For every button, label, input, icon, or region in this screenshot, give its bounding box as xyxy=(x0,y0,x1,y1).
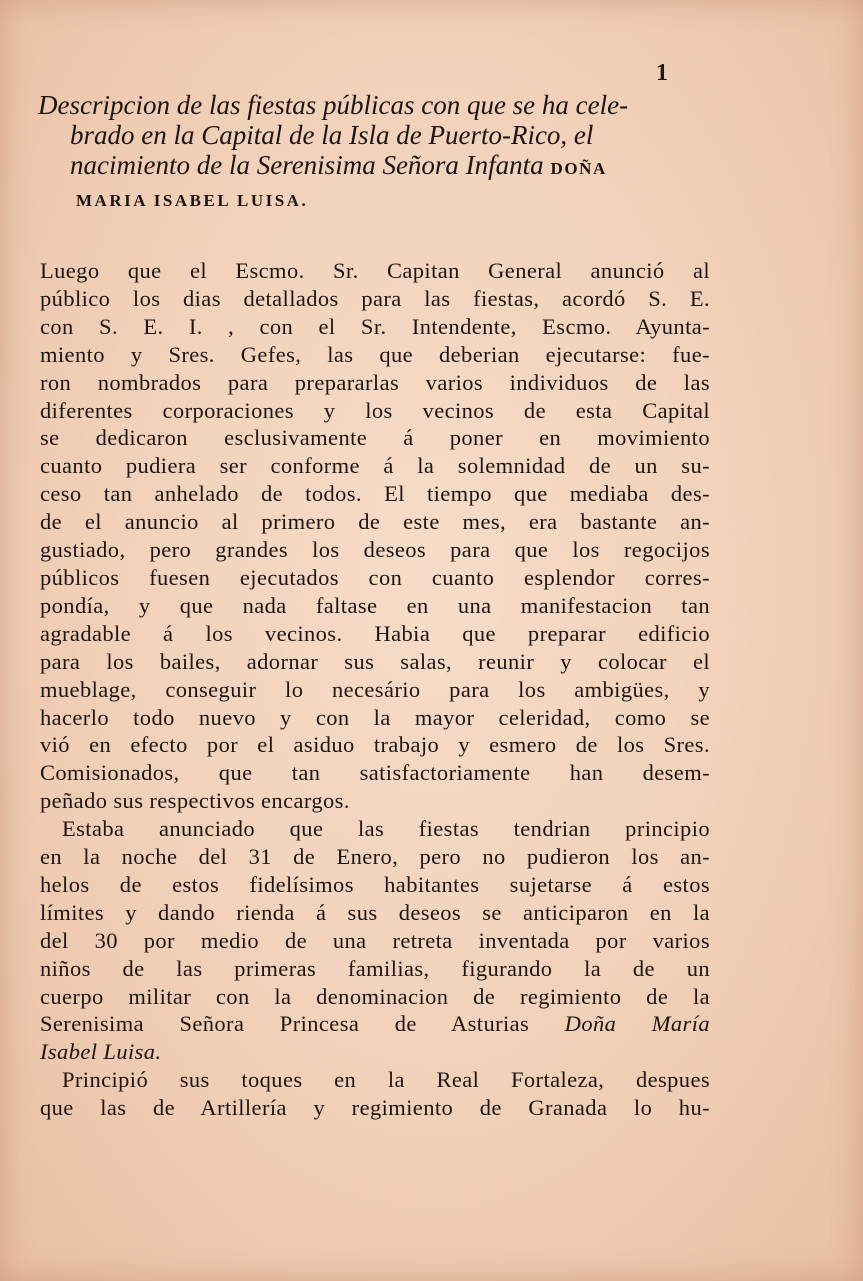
text-line: miento y Sres. Gefes, las que deberian ejecutarse: fue- xyxy=(40,341,710,367)
title-line xyxy=(38,150,703,184)
text-line: cuerpo militar con la denominacion de regimiento de la xyxy=(40,983,710,1009)
text-line: diferentes corporaciones y los vecinos de esta Capital xyxy=(40,397,710,423)
text-line: vió en efecto por el asiduo trabajo y esmero de los Sres. xyxy=(40,732,710,758)
text-line: para los bailes, adornar sus salas, reunir y colocar el xyxy=(40,648,710,674)
title-line: brado en la Capital de la Isla de Puerto-Rico, el xyxy=(70,120,594,150)
text-line: público los dias detallados para las fiestas, acordó S. E. xyxy=(40,285,710,311)
text-line: agradable á los vecinos. Habia que preparar edificio xyxy=(40,620,710,646)
page-number: 1 xyxy=(656,60,668,86)
page-title xyxy=(38,90,703,216)
italic-name-line: Isabel Luisa. xyxy=(40,1039,162,1065)
title-line: Descripcion de las fiestas públicas con que se ha cele- xyxy=(38,90,629,120)
title-line-text: nacimiento de la Serenisima Señora Infanta xyxy=(70,150,544,180)
text-line: Luego que el Escmo. Sr. Capitan General anunció al xyxy=(40,258,710,283)
text-line: públicos fuesen ejecutados con cuanto esplendor corres- xyxy=(40,564,710,590)
text-line: del 30 por medio de una retreta inventada por varios xyxy=(40,927,710,953)
text-line: límites y dando rienda á sus deseos se anticiparon en la xyxy=(40,899,710,925)
body-text xyxy=(40,257,710,1122)
text-line: ron nombrados para prepararlas varios individuos de las xyxy=(40,369,710,395)
text-line: de el anuncio al primero de este mes, era bastante an- xyxy=(40,509,710,535)
title-name: MARIA ISABEL LUISA. xyxy=(76,191,309,210)
italic-name: Doña María xyxy=(564,1011,710,1037)
text-line: mueblage, conseguir lo necesário para los ambigües, y xyxy=(40,676,710,702)
text-line: Principió sus toques en la Real Fortaleza, despues xyxy=(62,1067,710,1093)
text-line: helos de estos fidelísimos habitantes sujetarse á estos xyxy=(40,871,710,897)
text-line: Comisionados, que tan satisfactoriamente han desem- xyxy=(40,760,710,786)
text-line: se dedicaron esclusivamente á poner en movimiento xyxy=(40,425,710,451)
text-line: ceso tan anhelado de todos. El tiempo que mediaba des- xyxy=(40,481,710,507)
text-line: pondía, y que nada faltase en una manifestacion tan xyxy=(40,592,710,618)
text-line-part: Serenisima Señora Princesa de Asturias xyxy=(40,1011,530,1037)
text-line: en la noche del 31 de Enero, pero no pudieron los an- xyxy=(40,844,710,870)
text-line: gustiado, pero grandes los deseos para que los regocijos xyxy=(40,537,710,563)
text-line: Estaba anunciado que las fiestas tendrian principio xyxy=(62,816,710,842)
text-line: con S. E. I. , con el Sr. Intendente, Escmo. Ayunta- xyxy=(40,313,710,339)
text-line: niños de las primeras familias, figurando la de un xyxy=(40,955,710,981)
text-line: peñado sus respectivos encargos. xyxy=(40,788,350,814)
text-line: que las de Artillería y regimiento de Granada lo hu- xyxy=(40,1095,710,1121)
title-dona: DOÑA xyxy=(550,159,607,178)
text-line: cuanto pudiera ser conforme á la solemnidad de un su- xyxy=(40,453,710,479)
text-line: hacerlo todo nuevo y con la mayor celeridad, como se xyxy=(40,704,710,730)
text-line xyxy=(40,1010,710,1038)
